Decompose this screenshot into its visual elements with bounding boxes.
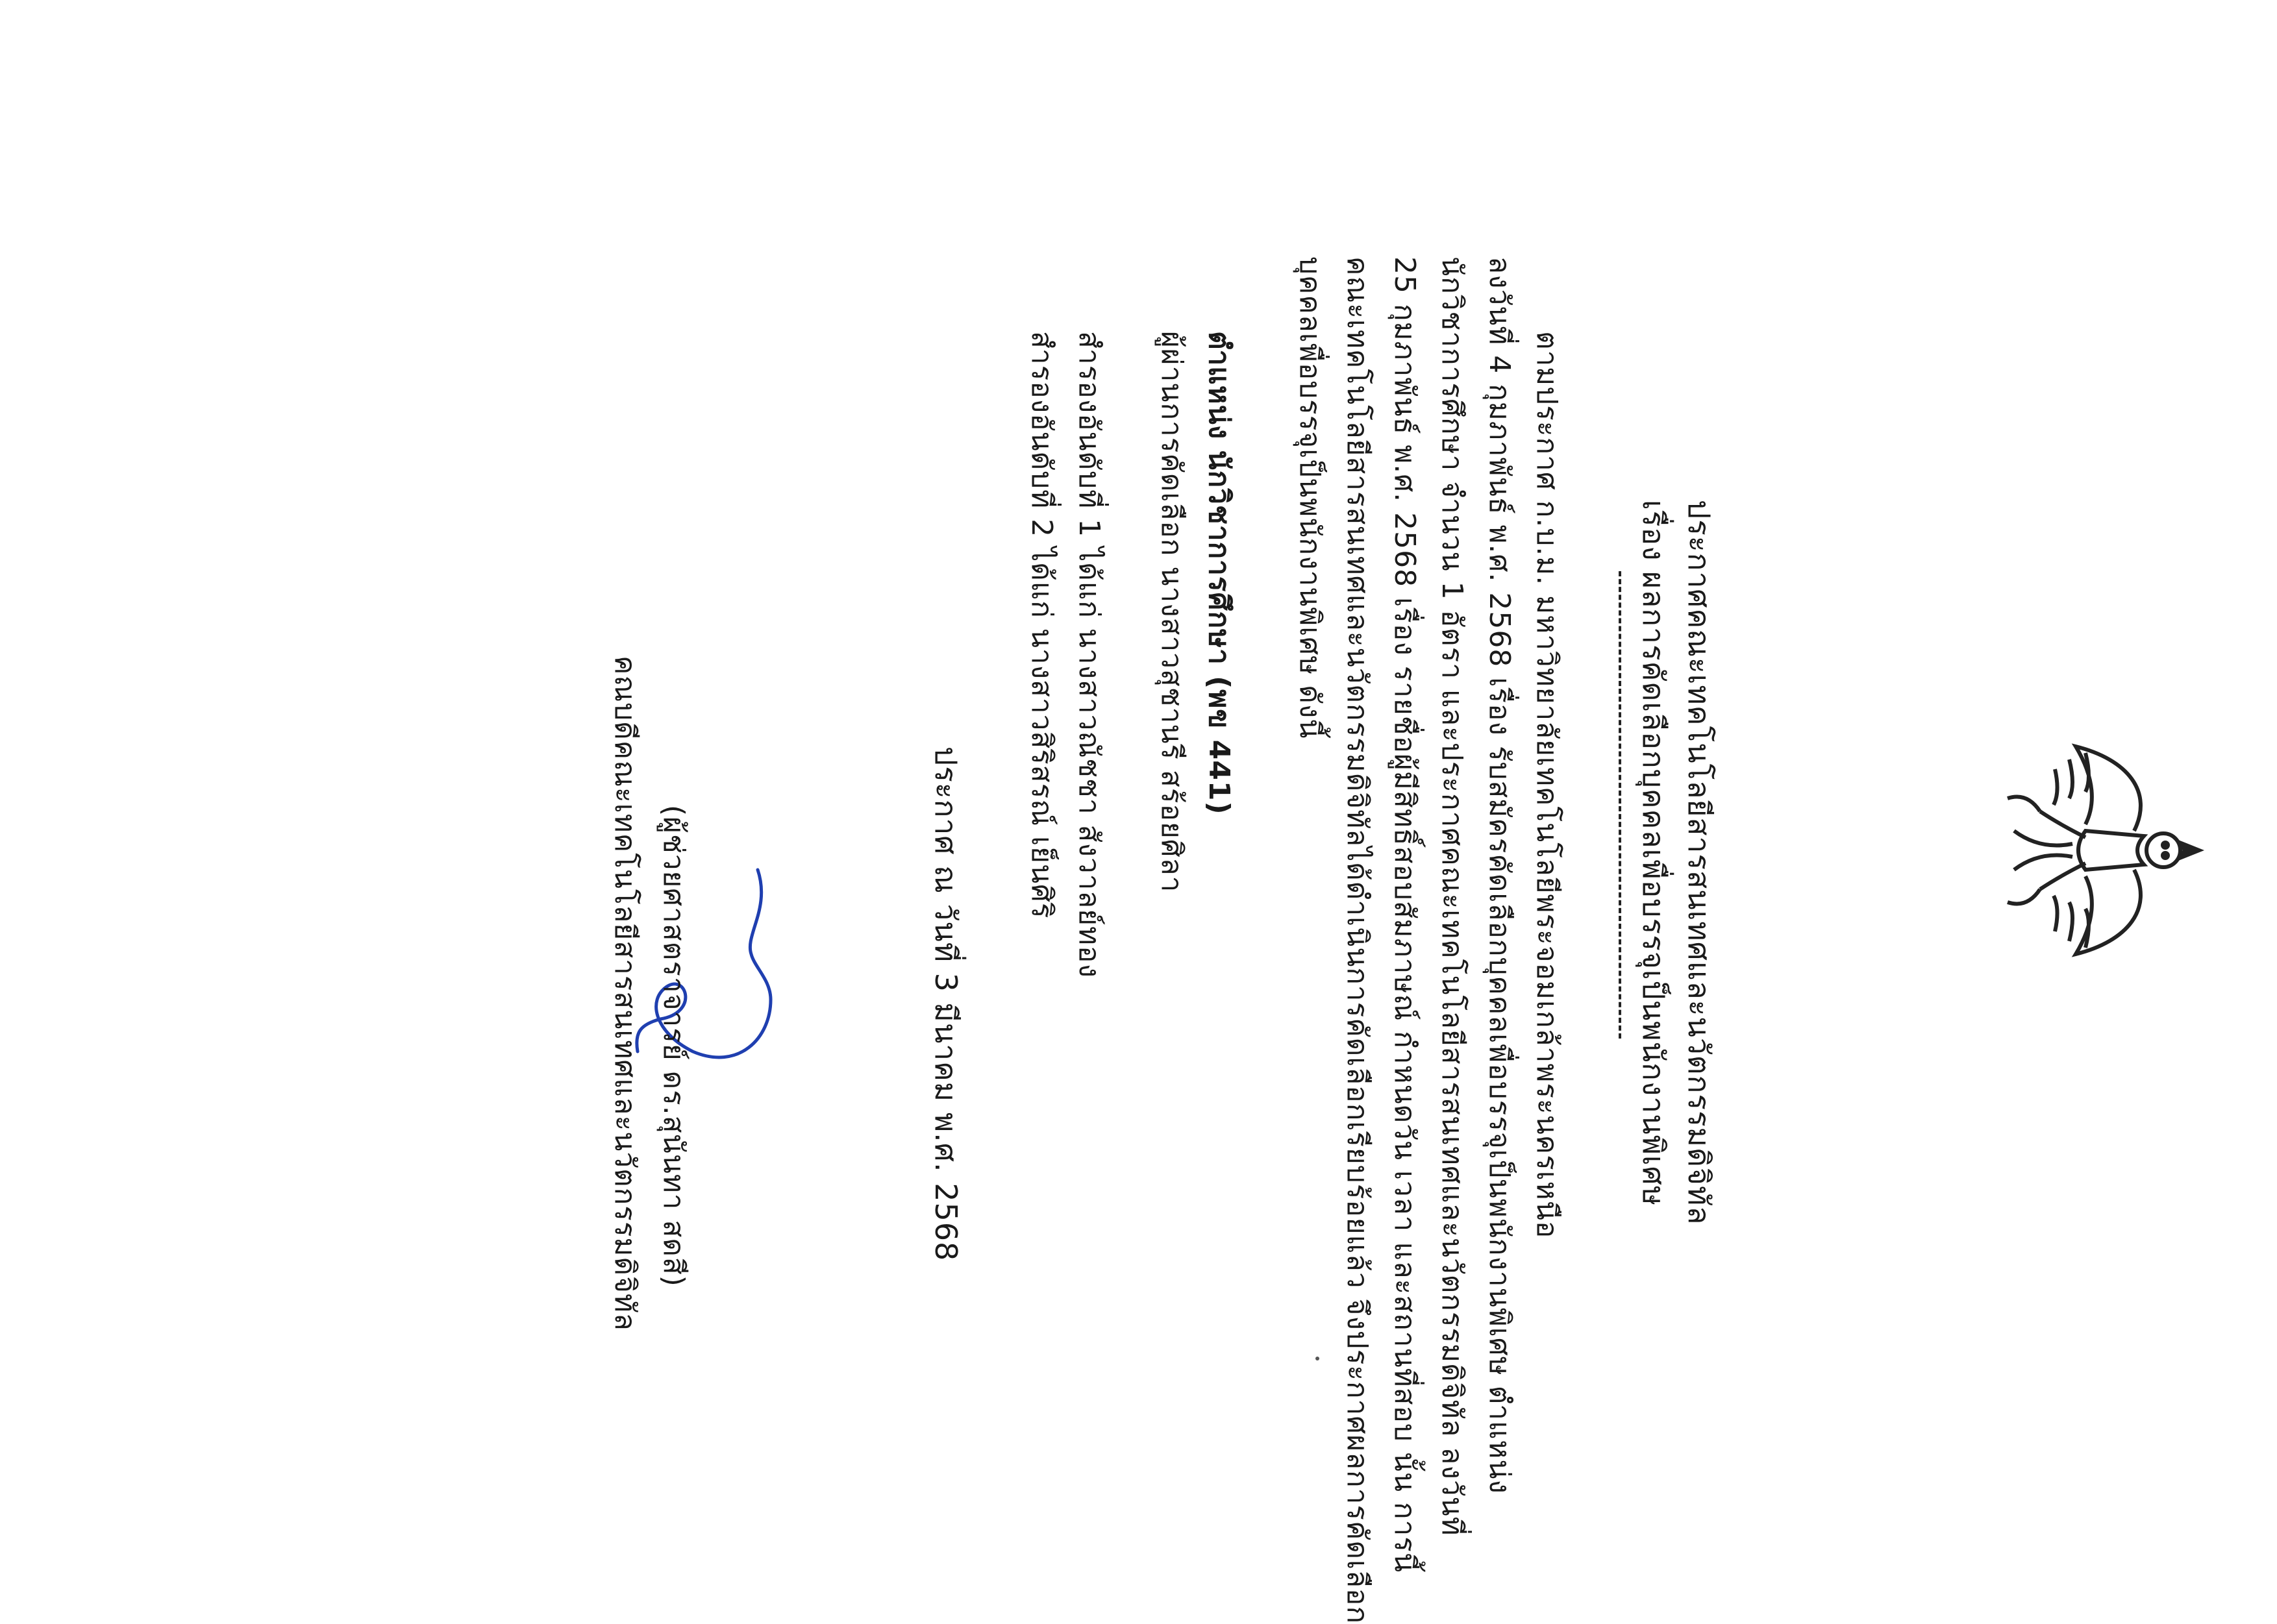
selected-candidate: ผู้ผ่านการคัดเลือก นางสาวสุชานรี สร้อยศิลา xyxy=(1155,331,1188,893)
announce-date: ประกาศ ณ วันที่ 3 มีนาคม พ.ศ. 2568 xyxy=(928,746,964,1262)
body-line-1: ตามประกาศ ก.บ.ม. มหาวิทยาลัยเทคโนโลยีพระจอมเกล้าพระนครเหนือ xyxy=(1530,331,1563,1239)
body-line-6: บุคคลเพื่อบรรจุเป็นพนักงานพิเศษ ดังนี้ xyxy=(1293,256,1326,739)
header-title: ประกาศคณะเทคโนโลยีสารสนเทศและนวัตกรรมดิจิทัล xyxy=(1682,500,1717,1225)
header-divider xyxy=(1619,571,1621,1039)
position-label: ตำแหน่ง xyxy=(1202,331,1236,440)
signatory-name: (ผู้ช่วยศาสตราจารย์ ดร.สุนันทา สดสี) xyxy=(657,805,690,1287)
signatory-title: คณบดีคณะเทคโนโลยีสารสนเทศและนวัตกรรมดิจิทัล xyxy=(608,656,641,1331)
reserve-candidate-2: สำรองอันดับที่ 2 ได้แก่ นางสาวสิริสรณ์ เย็นศิริ xyxy=(1025,331,1058,919)
body-line-5: คณะเทคโนโลยีสารสนเทศและนวัตกรรมดิจิทัลได้ดำเนินการคัดเลือกเรียบร้อยแล้ว จึงประกาศผลการคัดเลือก xyxy=(1341,256,1374,1624)
body-line-4: 25 กุมภาพันธ์ พ.ศ. 2568 เรื่อง รายชื่อผู้มีสิทธิ์สอบสัมภาษณ์ กำหนดวัน เวลา และสถานที่สอบ นั้น การนี้ xyxy=(1388,256,1421,1573)
body-line-3: นักวิชาการศึกษา จำนวน 1 อัตรา และประกาศคณะเทคโนโลยีสารสนเทศและนวัตกรรมดิจิทัล ลงวันที่ xyxy=(1436,256,1469,1536)
position-title: นักวิชาการศึกษา (พข 441) xyxy=(1202,450,1236,815)
position-heading xyxy=(1199,331,1238,815)
header-subject: เรื่อง ผลการคัดเลือกบุคคลเพื่อบรรจุเป็นพนักงานพิเศษ xyxy=(1636,500,1671,1207)
garuda-emblem-icon xyxy=(1991,733,2225,967)
body-line-2: ลงวันที่ 4 กุมภาพันธ์ พ.ศ. 2568 เรื่อง รับสมัครคัดเลือกบุคคลเพื่อบรรจุเป็นพนักงานพิเศษ ตำแหน่ง xyxy=(1483,256,1516,1494)
reserve-candidate-1: สำรองอันดับที่ 1 ได้แก่ นางสาวณัชชา สังวาลย์ทอง xyxy=(1073,331,1106,978)
scan-speck xyxy=(1315,1357,1319,1360)
